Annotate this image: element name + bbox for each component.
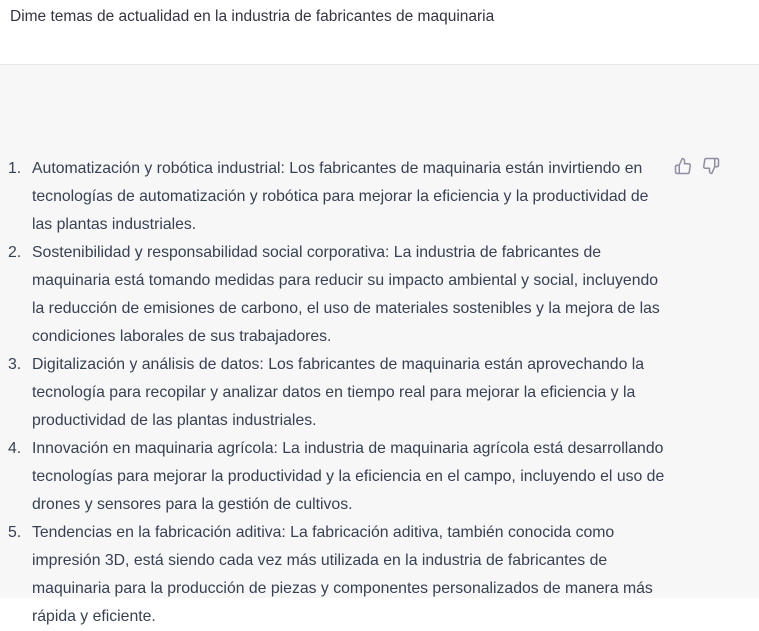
answer-list (0, 155, 665, 631)
list-item-number: 3. (8, 356, 22, 373)
feedback-buttons (674, 157, 720, 175)
list-item-number: 4. (8, 440, 22, 457)
list-item-number: 2. (8, 244, 22, 261)
user-prompt-text: Dime temas de actualidad en la industria de fabricantes de maquinaria (10, 8, 495, 25)
list-item (0, 435, 665, 519)
list-item (0, 351, 665, 435)
list-item-number: 1. (8, 160, 22, 177)
user-message (0, 0, 759, 65)
assistant-message (0, 65, 759, 625)
list-item (0, 519, 665, 631)
list-item (0, 155, 665, 239)
list-item-number: 5. (8, 524, 22, 541)
list-item-text: Automatización y robótica industrial: Los fabricantes de maquinaria están invirtiendo en tecnologías de automatización y robótica para mejorar la eficiencia y la productividad de las plantas industriales. (32, 160, 649, 233)
list-item-text: Digitalización y análisis de datos: Los fabricantes de maquinaria están aprovechando la tecnología para recopilar y analizar datos en tiempo real para mejorar la eficiencia y la productividad de las plantas industriales. (32, 356, 645, 429)
list-item-text: Innovación en maquinaria agrícola: La industria de maquinaria agrícola está desarrollando tecnologías para mejorar la productividad y la eficiencia en el campo, incluyendo el uso de drones y sensores para la gestión de cultivos. (32, 440, 665, 513)
thumbs-up-icon[interactable] (674, 157, 692, 175)
list-item-text: Tendencias en la fabricación aditiva: La fabricación aditiva, también conocida como impresión 3D, está siendo cada vez más utilizada en la industria de fabricantes de maquinaria para la producción de piezas y componentes personalizados de manera más rápida y eficiente. (32, 524, 653, 625)
list-item (0, 239, 665, 351)
list-item-text: Sostenibilidad y responsabilidad social corporativa: La industria de fabricantes de maquinaria está tomando medidas para reducir su impacto ambiental y social, incluyendo la reducción de emisiones de carbono, el uso de materiales sostenibles y la mejora de las condiciones laborales de sus trabajadores. (32, 244, 660, 345)
thumbs-down-icon[interactable] (702, 157, 720, 175)
